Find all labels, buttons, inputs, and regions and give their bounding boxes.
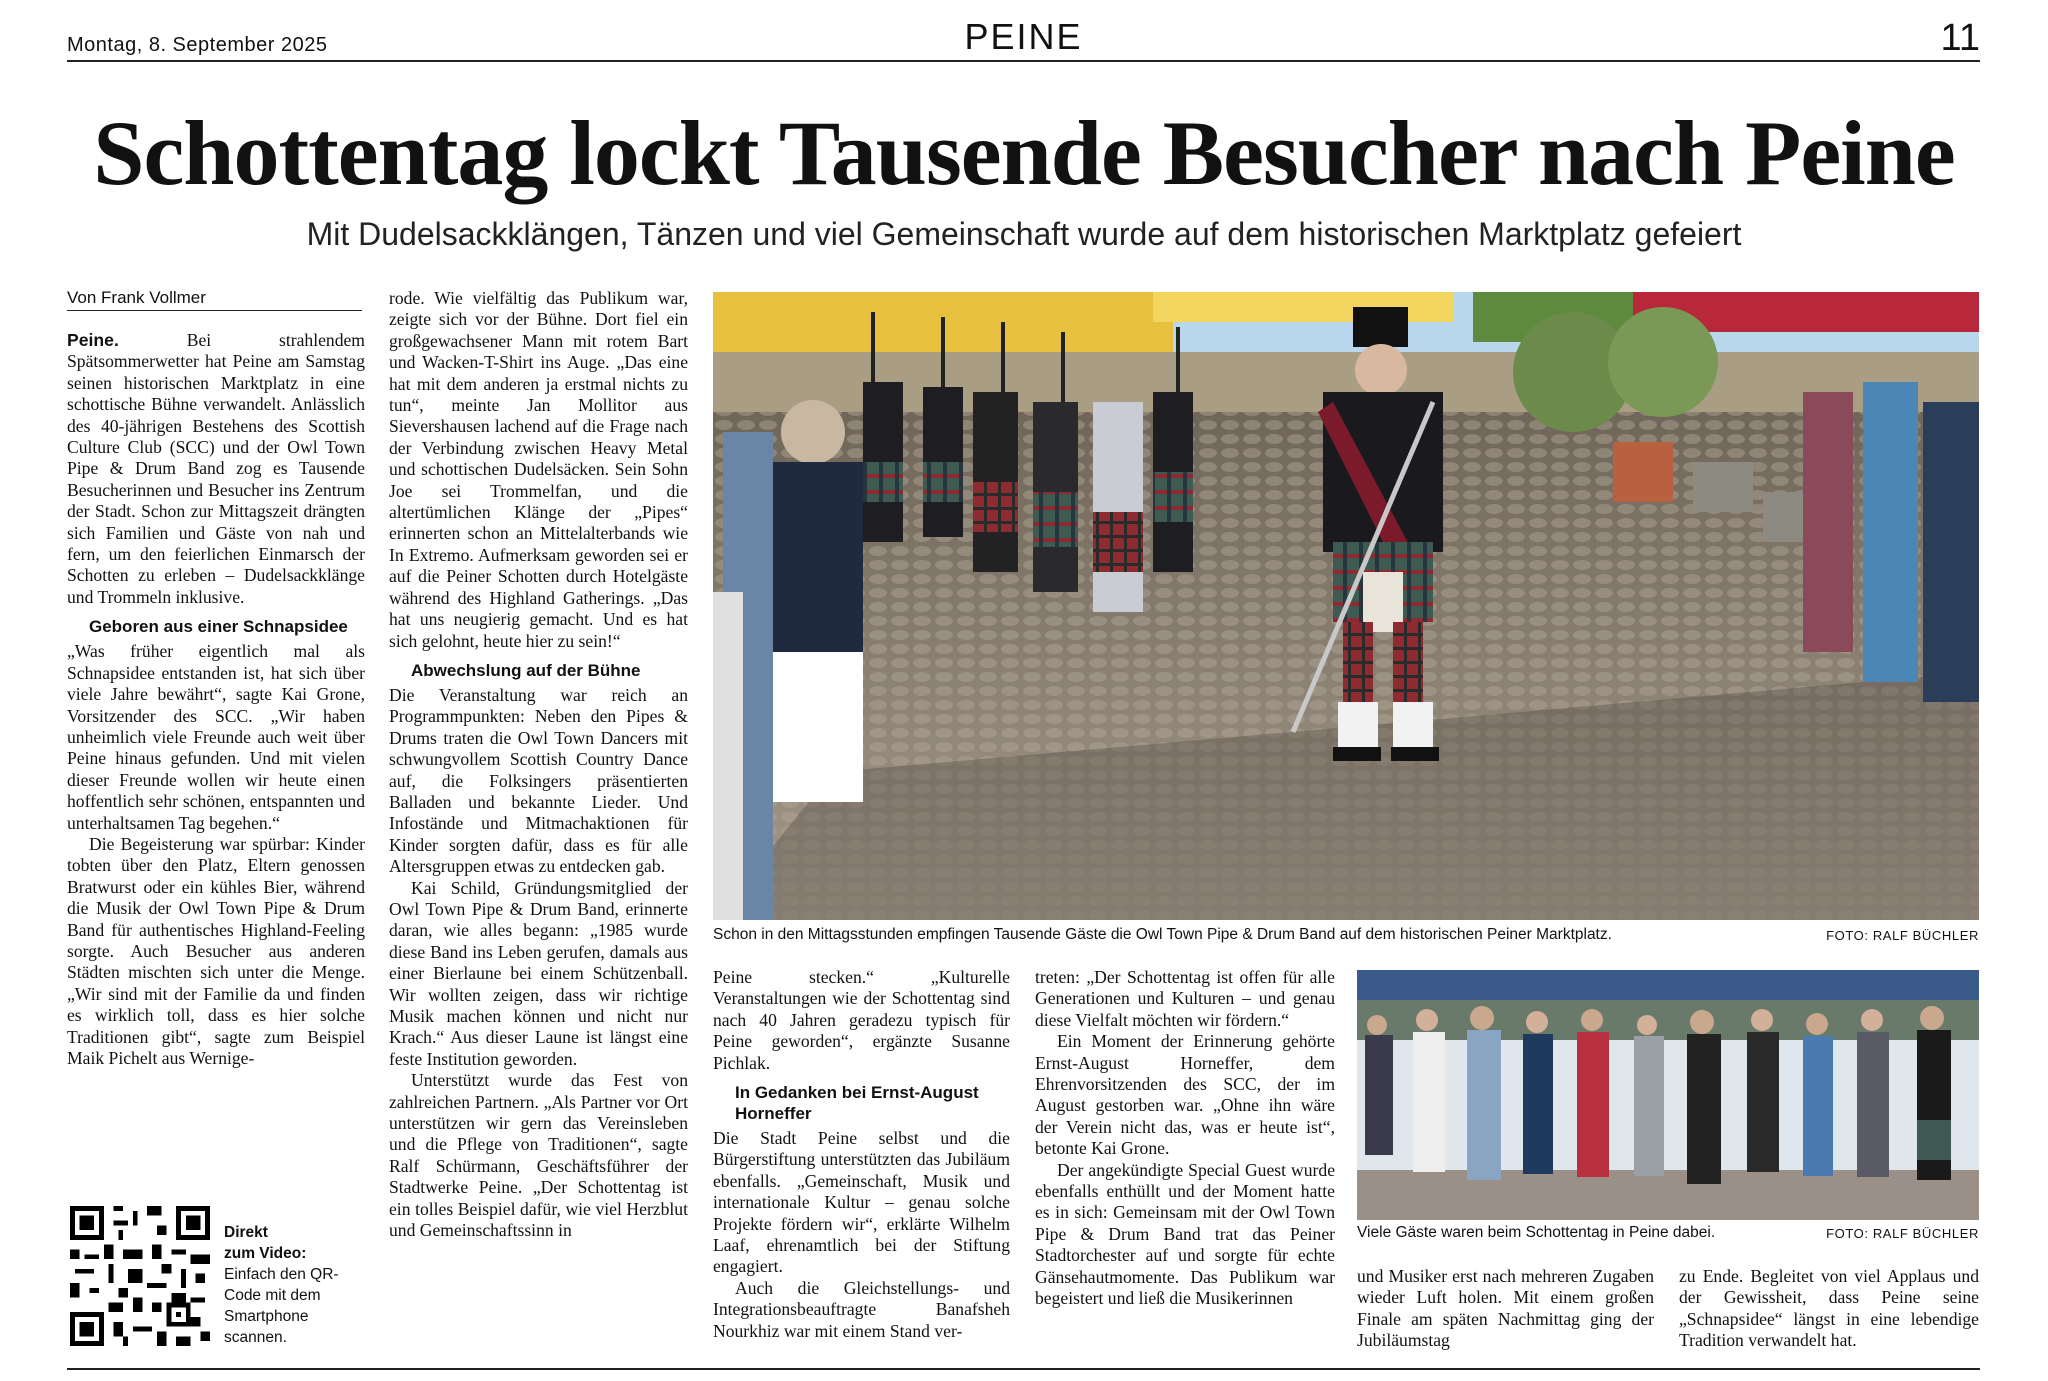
- article-column-1: [67, 330, 365, 1069]
- subheading: Geboren aus einer Schnapsidee: [89, 617, 348, 637]
- qr-title-line2: zum Video:: [224, 1245, 307, 1262]
- paragraph: treten: „Der Schottentag ist offen für alle Generationen und Kulturen – und genau diese Vielfalt möchten wir fördern.“: [1035, 967, 1335, 1030]
- section-title: PEINE: [964, 16, 1083, 57]
- paragraph: Kai Schild, Gründungsmitglied der Owl Town Pipe & Drum Band, erinnerte daran, wie alles begann: „1985 wurde diese Band ins Leben gerufen, damals aus einer Bierlaune bei einem Schützenball. Wir wollten zeigen, dass wir richtige Musik machen können und nicht nur Krach.“ Aus dieser Laune ist längst eine feste Institution geworden.: [389, 877, 688, 1069]
- byline: Von Frank Vollmer: [67, 288, 362, 311]
- page-header: [67, 14, 1980, 62]
- page-number: 11: [1940, 17, 1980, 59]
- dateline: Peine.: [67, 330, 119, 350]
- paragraph: rode. Wie vielfältig das Publikum war, zeigte sich vor der Bühne. Dort fiel ein großgewachsener Mann mit rotem Bart und Wacken-T-Shirt ins Auge. „Das eine hat mit dem anderen ja erstmal nichts zu tun“, meinte Jan Mollitor aus Sievershausen lachend auf die Frage nach der Verbindung zwischen Heavy Metal und schottischen Dudelsäcken. Sein Sohn Joe sei Trommelfan, und die altertümlichen Klänge der „Pipes“ erinnerten schon an Mittelalterbands wie In Extremo. Aufmerksam geworden sei er auf die Peiner Schotten durch Hotelgäste während des Highland Gatherings. „Das hat uns neugierig gemacht. Und es hat sich gelohnt, heute hier zu sein!“: [389, 288, 688, 651]
- qr-code[interactable]: [70, 1206, 210, 1346]
- article-column-4: [1035, 967, 1335, 1310]
- paragraph: und Musiker erst nach mehreren Zugaben wieder Luft holen. Mit einem großen Finale am späten Nachmittag ging der Jubiläumstag: [1357, 1266, 1654, 1351]
- paragraph: zu Ende. Begleitet von viel Applaus und der Gewissheit, dass Peine seine „Schnapsidee“ längst in eine lebendige Tradition verwandelt hat.: [1679, 1266, 1979, 1351]
- main-photo-credit: FOTO: RALF BÜCHLER: [1826, 928, 1979, 943]
- article-column-2: [389, 288, 688, 1241]
- qr-instructions: [224, 1222, 374, 1348]
- main-photo-caption: Schon in den Mittagsstunden empfingen Tausende Gäste die Owl Town Pipe & Drum Band auf dem historischen Peiner Marktplatz.: [713, 926, 1612, 943]
- paragraph: Der angekündigte Special Guest wurde ebenfalls enthüllt und der Moment hatte es in sich: Gemeinsam mit der Owl Town Pipe & Drum Band trat das Peiner Stadtorchester auf und sorgte für echte Gänsehautmomente. Das Publikum war begeistert und ließ die Musikerinnen: [1035, 1159, 1335, 1309]
- article-subheadline: Mit Dudelsackklängen, Tänzen und viel Gemeinschaft wurde auf dem historischen Marktplatz gefeiert: [306, 216, 1742, 252]
- crowd-photo-credit: FOTO: RALF BÜCHLER: [1826, 1226, 1979, 1241]
- article-headline: Schottentag lockt Tausende Besucher nach Peine: [93, 102, 1955, 204]
- paragraph: Peine stecken.“ „Kulturelle Veranstaltungen wie der Schottentag sind nach 40 Jahren geradezu typisch für Peine geworden“, ergänzte Susanne Pichlak.: [713, 967, 1010, 1073]
- article-column-6: [1679, 1266, 1979, 1352]
- article-column-5: [1357, 1266, 1654, 1352]
- paragraph: Ein Moment der Erinnerung gehörte Ernst-August Horneffer, dem Ehrenvorsitzenden des SCC, der im August gestorben war. „Ohne ihn wäre der Verein nicht das, was er heute ist“, betonte Kai Grone.: [1035, 1031, 1335, 1159]
- article-column-3: [713, 967, 1010, 1342]
- paragraph: Die Begeisterung war spürbar: Kinder tobten über den Platz, Eltern genossen Bratwurst oder ein kühles Bier, während die Musik der Owl Town Pipe & Drum Band für authentisches Highland-Feeling sorgte. Auch Besucher aus anderen Städten mischten sich unter die Menge. „Wir sind mit der Familie da und finden es wirklich toll, dass es hier solche Traditionen gibt“, sagte zum Beispiel Maik Pichelt aus Wernige-: [67, 833, 365, 1068]
- crowd-photo-caption: Viele Gäste waren beim Schottentag in Peine dabei.: [1357, 1224, 1716, 1241]
- subheading: Abwechslung auf der Bühne: [411, 660, 641, 680]
- paragraph: [67, 330, 365, 608]
- paragraph-text: Bei strahlendem Spätsommerwetter hat Peine am Samstag seinen historischen Marktplatz in eine schottische Bühne verwandelt. Anlässlich des 40-jährigen Bestehens des Scottish Culture Club (SCC) und der Owl Town Pipe & Drum Band zog es Tausende Besucherinnen und Besucher ins Zentrum der Stadt. Schon zur Mittagszeit drängten sich Familien und Gäste von nah und fern, um den feierlichen Einmarsch der Schotten zu erleben – Dudelsackklänge und Trommeln inklusive.: [67, 330, 365, 607]
- crowd-photo: [1357, 970, 1979, 1220]
- paragraph: Auch die Gleichstellungs- und Integrationsbeauftragte Banafsheh Nourkhiz war mit einem Stand ver-: [713, 1277, 1010, 1341]
- qr-text: Einfach den QR-Code mit dem Smartphone scannen.: [224, 1266, 339, 1346]
- paragraph: Die Stadt Peine selbst und die Bürgerstiftung unterstützten das Jubiläum ebenfalls. „Gemeinschaft, Musik und internationale Kultur – genau solche Projekte fördern wir“, erklärte Wilhelm Laaf, ehrenamtlich bei der Stiftung engagiert.: [713, 1128, 1010, 1277]
- qr-title-line1: Direkt: [224, 1224, 268, 1241]
- issue-date: Montag, 8. September 2025: [67, 34, 328, 56]
- footer-rule: [67, 1368, 1980, 1370]
- main-photo-pipe-band: [713, 292, 1979, 920]
- paragraph: Unterstützt wurde das Fest von zahlreichen Partnern. „Als Partner vor Ort unterstützen wir gern das Vereinsleben und die Pflege von Traditionen“, sagte Ralf Schürmann, Geschäftsführer der Stadtwerke Peine. „Der Schottentag ist ein tolles Beispiel dafür, wie viel Herzblut und Gemeinschaftssinn in: [389, 1070, 688, 1241]
- paragraph: Die Veranstaltung war reich an Programmpunkten: Neben den Pipes & Drums traten die Owl Town Dancers mit schwungvollem Scottish Country Dance auf, die Folksingers präsentierten Balladen und bekannte Lieder. Und Infostände und Mitmachaktionen für Kinder sorgten dafür, dass es für alle Altersgruppen etwas zu entdecken gab.: [389, 684, 688, 877]
- paragraph: „Was früher eigentlich mal als Schnapsidee entstanden ist, hat sich über viele Jahre bewährt“, sagte Kai Grone, Vorsitzender des SCC. „Wir haben unheimlich viele Freunde auch weit über Peine hinaus gefunden. Und mit vielen dieser Freunde wollen wir heute einen hoffentlich sehr schönen, entspannten und unterhaltsamen Tag begehen.“: [67, 641, 365, 833]
- subheading: In Gedanken bei Ernst-August Horneffer: [735, 1083, 979, 1124]
